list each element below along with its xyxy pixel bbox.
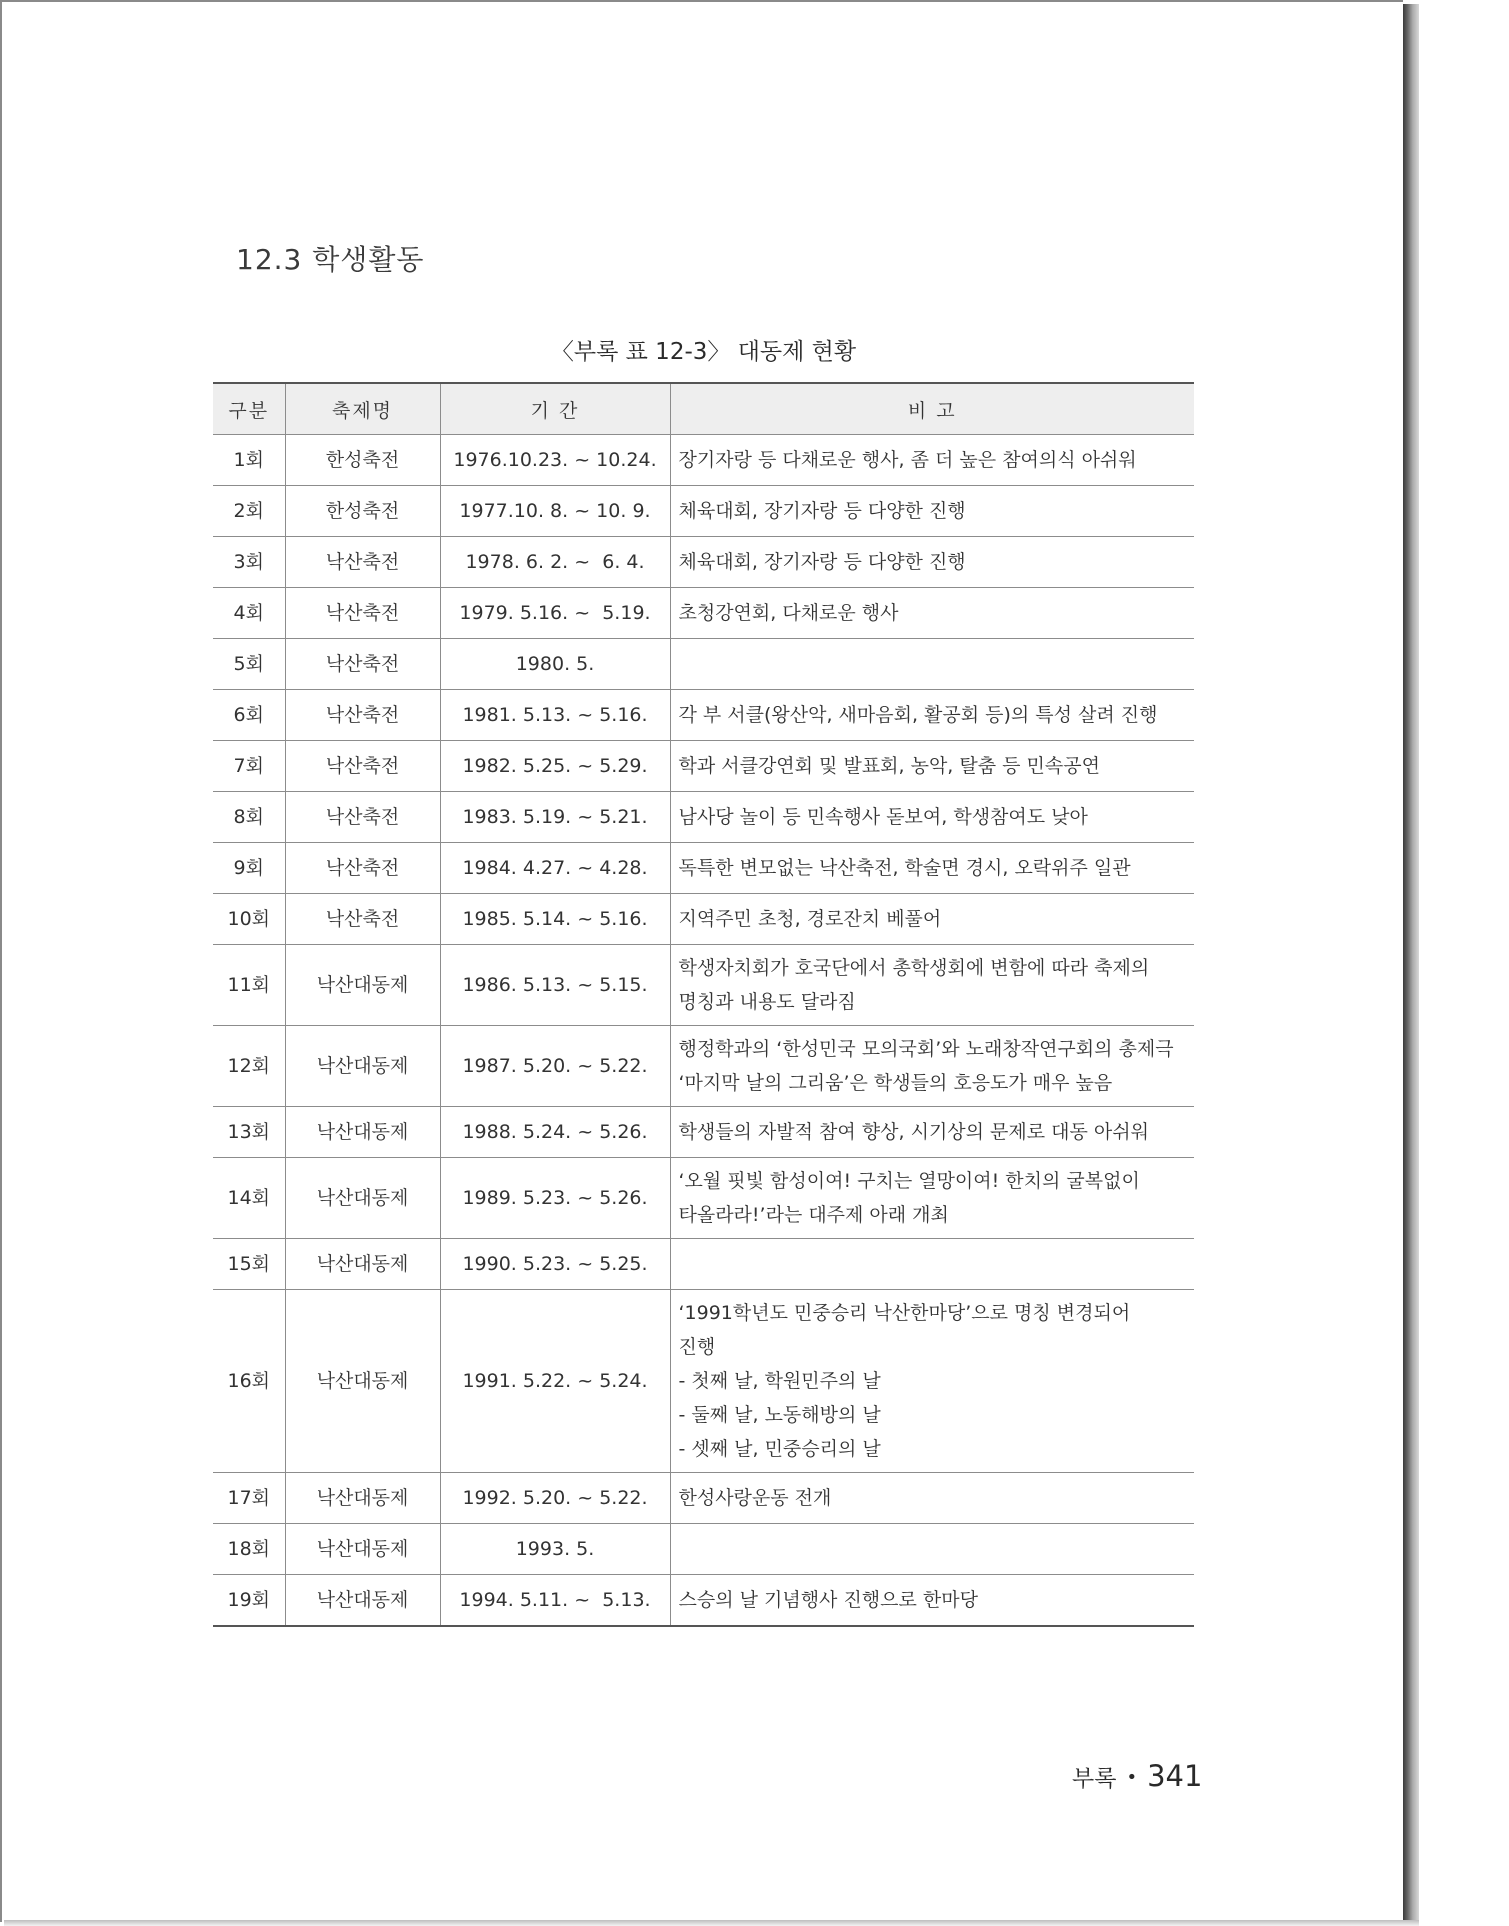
- cell-division: 17회: [213, 1473, 285, 1524]
- remarks-line: 체육대회, 장기자랑 등 다양한 진행: [678, 500, 966, 522]
- cell-period: 1980. 5.: [440, 639, 670, 690]
- remarks-line: 진행: [678, 1336, 716, 1358]
- cell-remarks: [670, 588, 1194, 639]
- cell-remarks: [670, 1473, 1194, 1524]
- remarks-line: 각 부 서클(왕산악, 새마음회, 활공회 등)의 특성 살려 진행: [678, 704, 1158, 726]
- cell-festival-name: 낙산축전: [285, 741, 440, 792]
- table-row: [213, 639, 1194, 690]
- cell-division: 16회: [213, 1290, 285, 1473]
- remarks-line: - 셋째 날, 민중승리의 날: [678, 1438, 881, 1460]
- remarks-line: 초청강연회, 다채로운 행사: [678, 602, 899, 624]
- cell-festival-name: 한성축전: [285, 435, 440, 486]
- table-row: [213, 537, 1194, 588]
- cell-remarks: [670, 537, 1194, 588]
- cell-period: 1981. 5.13. ~ 5.16.: [440, 690, 670, 741]
- cell-remarks: [670, 486, 1194, 537]
- table-row: [213, 1026, 1194, 1107]
- cell-period: 1985. 5.14. ~ 5.16.: [440, 894, 670, 945]
- cell-period: 1989. 5.23. ~ 5.26.: [440, 1158, 670, 1239]
- cell-remarks: [670, 945, 1194, 1026]
- cell-period: 1987. 5.20. ~ 5.22.: [440, 1026, 670, 1107]
- cell-remarks: [670, 1158, 1194, 1239]
- cell-division: 3회: [213, 537, 285, 588]
- remarks-line: - 둘째 날, 노동해방의 날: [678, 1404, 881, 1426]
- cell-festival-name: 낙산대동제: [285, 1026, 440, 1107]
- cell-division: 10회: [213, 894, 285, 945]
- cell-division: 9회: [213, 843, 285, 894]
- page-bottom-shadow: [4, 1920, 1419, 1926]
- cell-festival-name: 낙산대동제: [285, 1158, 440, 1239]
- remarks-line: 행정학과의 ‘한성민국 모의국회’와 노래창작연구회의 총제극: [678, 1038, 1174, 1060]
- cell-festival-name: 낙산축전: [285, 639, 440, 690]
- cell-festival-name: 낙산대동제: [285, 945, 440, 1026]
- cell-festival-name: 낙산축전: [285, 537, 440, 588]
- table-body: [213, 435, 1194, 1627]
- table-header-row: [213, 383, 1194, 435]
- cell-festival-name: 낙산대동제: [285, 1575, 440, 1627]
- section-heading: 12.3 학생활동: [236, 243, 425, 276]
- cell-period: 1979. 5.16. ~ 5.19.: [440, 588, 670, 639]
- cell-division: 4회: [213, 588, 285, 639]
- cell-remarks: [670, 639, 1194, 690]
- cell-festival-name: 낙산축전: [285, 792, 440, 843]
- remarks-line: 학생들의 자발적 참여 향상, 시기상의 문제로 대동 아쉬워: [678, 1121, 1149, 1143]
- cell-period: 1983. 5.19. ~ 5.21.: [440, 792, 670, 843]
- table-row: [213, 1524, 1194, 1575]
- cell-division: 19회: [213, 1575, 285, 1627]
- cell-remarks: [670, 1524, 1194, 1575]
- remarks-line: 남사당 놀이 등 민속행사 돋보여, 학생참여도 낮아: [678, 806, 1088, 828]
- cell-festival-name: 한성축전: [285, 486, 440, 537]
- table-row: [213, 894, 1194, 945]
- table-title: 〈부록 표 12-3〉 대동제 현황: [550, 339, 857, 365]
- table-row: [213, 435, 1194, 486]
- cell-period: 1991. 5.22. ~ 5.24.: [440, 1290, 670, 1473]
- remarks-line: 한성사랑운동 전개: [678, 1487, 832, 1509]
- remarks-line: ‘마지막 날의 그리움’은 학생들의 호응도가 매우 높음: [678, 1072, 1113, 1094]
- table-row: [213, 1158, 1194, 1239]
- cell-festival-name: 낙산축전: [285, 588, 440, 639]
- table-row: [213, 741, 1194, 792]
- header-remarks: 비 고: [670, 383, 1194, 435]
- cell-remarks: [670, 1290, 1194, 1473]
- page-edge-shadow: [1403, 4, 1419, 1922]
- cell-period: 1982. 5.25. ~ 5.29.: [440, 741, 670, 792]
- cell-period: 1976.10.23. ~ 10.24.: [440, 435, 670, 486]
- header-festival-name: 축제명: [285, 383, 440, 435]
- cell-division: 11회: [213, 945, 285, 1026]
- footer-label: 부록: [1072, 1766, 1117, 1792]
- cell-period: 1988. 5.24. ~ 5.26.: [440, 1107, 670, 1158]
- page-number: 341: [1147, 1759, 1203, 1793]
- cell-period: 1990. 5.23. ~ 5.25.: [440, 1239, 670, 1290]
- cell-remarks: [670, 435, 1194, 486]
- cell-festival-name: 낙산축전: [285, 690, 440, 741]
- cell-festival-name: 낙산대동제: [285, 1290, 440, 1473]
- cell-period: 1984. 4.27. ~ 4.28.: [440, 843, 670, 894]
- cell-remarks: [670, 1107, 1194, 1158]
- cell-remarks: [670, 741, 1194, 792]
- cell-division: 8회: [213, 792, 285, 843]
- festival-table: [213, 382, 1194, 1627]
- table-row: [213, 690, 1194, 741]
- page-footer: [1072, 1759, 1202, 1793]
- remarks-line: ‘오월 핏빛 함성이여! 구치는 열망이여! 한치의 굴복없이: [678, 1170, 1140, 1192]
- table-row: [213, 1239, 1194, 1290]
- remarks-line: ‘1991학년도 민중승리 낙산한마당’으로 명칭 변경되어: [678, 1302, 1131, 1324]
- cell-remarks: [670, 792, 1194, 843]
- table-row: [213, 1575, 1194, 1627]
- cell-period: 1992. 5.20. ~ 5.22.: [440, 1473, 670, 1524]
- cell-remarks: [670, 690, 1194, 741]
- remarks-line: 학생자치회가 호국단에서 총학생회에 변함에 따라 축제의: [678, 957, 1150, 979]
- cell-remarks: [670, 1026, 1194, 1107]
- cell-division: 6회: [213, 690, 285, 741]
- table-row: [213, 945, 1194, 1026]
- remarks-line: 스승의 날 기념행사 진행으로 한마당: [678, 1589, 978, 1611]
- table-row: [213, 792, 1194, 843]
- footer-separator: •: [1126, 1767, 1138, 1788]
- remarks-line: 체육대회, 장기자랑 등 다양한 진행: [678, 551, 966, 573]
- cell-festival-name: 낙산축전: [285, 843, 440, 894]
- cell-period: 1993. 5.: [440, 1524, 670, 1575]
- cell-remarks: [670, 1575, 1194, 1627]
- cell-remarks: [670, 1239, 1194, 1290]
- cell-period: 1977.10. 8. ~ 10. 9.: [440, 486, 670, 537]
- cell-period: 1986. 5.13. ~ 5.15.: [440, 945, 670, 1026]
- cell-division: 13회: [213, 1107, 285, 1158]
- cell-festival-name: 낙산대동제: [285, 1524, 440, 1575]
- cell-remarks: [670, 843, 1194, 894]
- cell-festival-name: 낙산대동제: [285, 1473, 440, 1524]
- cell-division: 2회: [213, 486, 285, 537]
- table-row: [213, 1473, 1194, 1524]
- cell-festival-name: 낙산대동제: [285, 1107, 440, 1158]
- cell-period: 1978. 6. 2. ~ 6. 4.: [440, 537, 670, 588]
- table-row: [213, 588, 1194, 639]
- cell-period: 1994. 5.11. ~ 5.13.: [440, 1575, 670, 1627]
- cell-division: 1회: [213, 435, 285, 486]
- cell-division: 5회: [213, 639, 285, 690]
- cell-festival-name: 낙산대동제: [285, 1239, 440, 1290]
- cell-division: 15회: [213, 1239, 285, 1290]
- remarks-line: 독특한 변모없는 낙산축전, 학술면 경시, 오락위주 일관: [678, 857, 1131, 879]
- table-row: [213, 843, 1194, 894]
- remarks-line: - 첫째 날, 학원민주의 날: [678, 1370, 881, 1392]
- remarks-line: 타올라라!’라는 대주제 아래 개최: [678, 1204, 949, 1226]
- cell-division: 18회: [213, 1524, 285, 1575]
- header-division: 구분: [213, 383, 285, 435]
- remarks-line: 장기자랑 등 다채로운 행사, 좀 더 높은 참여의식 아쉬워: [678, 449, 1137, 471]
- remarks-line: 지역주민 초청, 경로잔치 베풀어: [678, 908, 942, 930]
- header-period: 기 간: [440, 383, 670, 435]
- cell-division: 12회: [213, 1026, 285, 1107]
- table-row: [213, 1107, 1194, 1158]
- table-row: [213, 1290, 1194, 1473]
- cell-division: 7회: [213, 741, 285, 792]
- table-row: [213, 486, 1194, 537]
- cell-remarks: [670, 894, 1194, 945]
- remarks-line: 학과 서클강연회 및 발표회, 농악, 탈춤 등 민속공연: [678, 755, 1100, 777]
- cell-division: 14회: [213, 1158, 285, 1239]
- cell-festival-name: 낙산축전: [285, 894, 440, 945]
- remarks-line: 명칭과 내용도 달라짐: [678, 991, 856, 1013]
